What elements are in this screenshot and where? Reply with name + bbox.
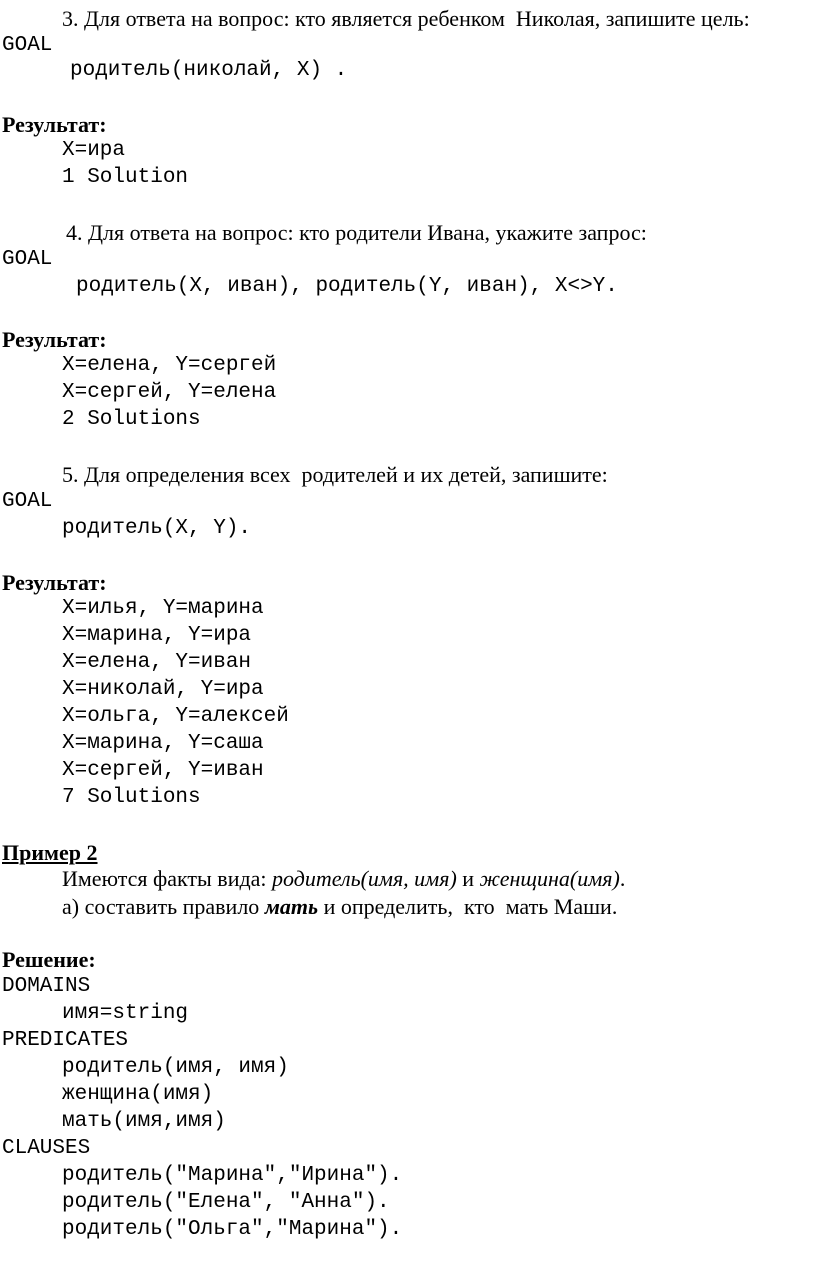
item5-goal-keyword: GOAL [2, 490, 53, 513]
task-rule-name: мать [264, 894, 319, 919]
code-predicate-line: родитель(имя, имя) [62, 1056, 289, 1079]
solution-label: Решение: [2, 947, 96, 972]
example2-task-line [62, 896, 617, 918]
facts-prefix: Имеются факты вида: [62, 866, 273, 891]
item5-result-line: X=николай, Y=ира [62, 678, 264, 701]
task-prefix: а) составить правило [62, 894, 265, 919]
example2-title: Пример 2 [2, 840, 98, 865]
code-clause-line: родитель("Ольга","Марина"). [62, 1218, 403, 1241]
item4-question: 4. Для ответа на вопрос: кто родители Ивана, укажите запрос: [66, 220, 647, 245]
item5-result-line: X=елена, Y=иван [62, 651, 252, 674]
facts-and: и [456, 866, 480, 891]
facts-end: . [619, 866, 626, 891]
facts-predicate-parent: родитель(имя, имя) [272, 866, 457, 891]
code-clause-line: родитель("Марина","Ирина"). [62, 1164, 403, 1187]
item5-result-line: X=марина, Y=саша [62, 732, 264, 755]
example2-facts-line [62, 868, 625, 890]
code-predicate-line: женщина(имя) [62, 1083, 214, 1106]
item4-goal-keyword: GOAL [2, 248, 53, 271]
code-clause-line: родитель("Елена", "Анна"). [62, 1191, 390, 1214]
item5-goal: родитель(X, Y). [62, 517, 252, 540]
item4-result-line: X=елена, Y=сергей [62, 354, 277, 377]
item4-result-line: X=сергей, Y=елена [62, 381, 277, 404]
code-domain-line: имя=string [62, 1002, 189, 1025]
code-clauses-keyword: CLAUSES [2, 1137, 91, 1160]
facts-predicate-woman: женщина(имя) [479, 866, 620, 891]
item4-result-line: 2 Solutions [62, 408, 201, 431]
item5-result-line: X=ольга, Y=алексей [62, 705, 289, 728]
code-predicate-line: мать(имя,имя) [62, 1110, 226, 1133]
item5-question: 5. Для определения всех родителей и их детей, запишите: [62, 462, 608, 487]
item3-goal: родитель(николай, X) . [70, 59, 348, 82]
item3-result-label: Результат: [2, 112, 107, 137]
item4-result-label: Результат: [2, 327, 107, 352]
task-suffix: и определить, кто мать Маши. [318, 894, 618, 919]
item5-result-line: X=сергей, Y=иван [62, 759, 264, 782]
code-domains-keyword: DOMAINS [2, 975, 91, 998]
item5-result-line: X=марина, Y=ира [62, 624, 252, 647]
item5-result-line: 7 Solutions [62, 786, 201, 809]
code-predicates-keyword: PREDICATES [2, 1029, 129, 1052]
item4-goal: родитель(X, иван), родитель(Y, иван), X<>Y. [76, 275, 618, 298]
item3-goal-keyword: GOAL [2, 34, 53, 57]
item5-result-line: X=илья, Y=марина [62, 597, 264, 620]
item3-question: 3. Для ответа на вопрос: кто является ребенком Николая, запишите цель: [62, 6, 750, 31]
item3-result-line: X=ира [62, 139, 126, 162]
item3-result-line: 1 Solution [62, 166, 189, 189]
item5-result-label: Результат: [2, 570, 107, 595]
